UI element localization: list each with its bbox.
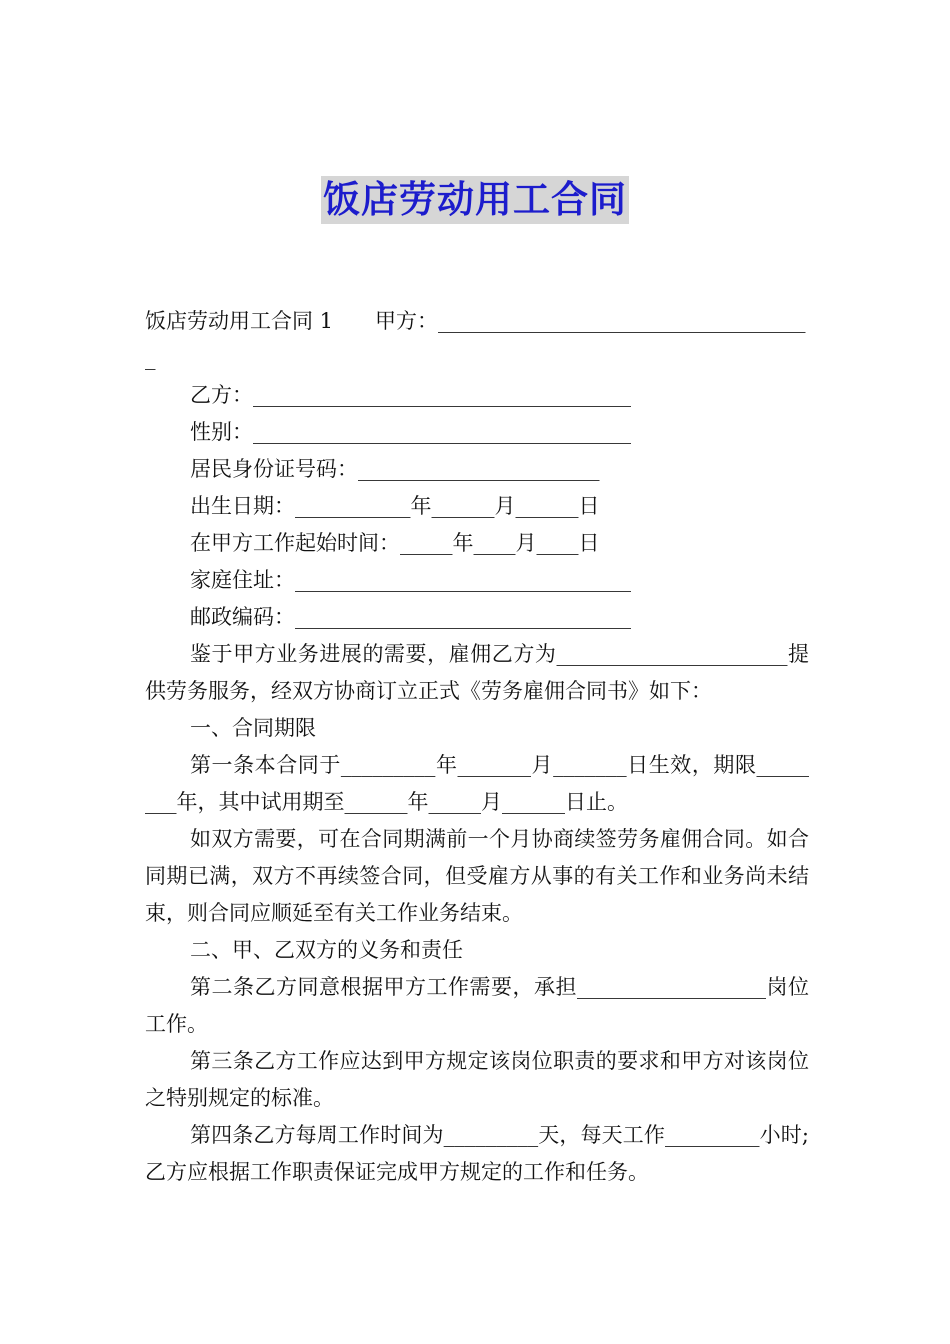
article-1-paragraph: 第一条本合同于_________年_______月_______日生效，期限________年，其中试用期至______年_____月______日止。 bbox=[145, 753, 809, 814]
gender-field: 性别：____________________________________ bbox=[190, 420, 631, 444]
article-3-paragraph: 第三条乙方工作应达到甲方规定该岗位职责的要求和甲方对该岗位之特别规定的标准。 bbox=[145, 1049, 809, 1110]
section-heading-term: 一、合同期限 bbox=[190, 716, 316, 740]
section-heading-duties: 二、甲、乙双方的义务和责任 bbox=[190, 938, 463, 962]
article-4-paragraph: 第四条乙方每周工作时间为_________天，每天工作_________小时;乙方应根据工作职责保证完成甲方规定的工作和任务。 bbox=[145, 1123, 809, 1184]
document-title-container bbox=[0, 176, 950, 224]
address-field: 家庭住址：________________________________ bbox=[190, 568, 631, 592]
intro-line-wrap: _ bbox=[145, 346, 156, 370]
birth-date-field: 出生日期：___________年______月______日 bbox=[190, 494, 600, 518]
start-date-field: 在甲方工作起始时间：_____年____月____日 bbox=[190, 531, 600, 555]
preamble-paragraph: 鉴于甲方业务进展的需要，雇佣乙方为______________________提供劳务服务，经双方协商订立正式《劳务雇佣合同书》如下： bbox=[145, 642, 809, 703]
intro-line: 饭店劳动用工合同 1 甲方：___________________________________ bbox=[145, 309, 806, 333]
renewal-paragraph: 如双方需要，可在合同期满前一个月协商续签劳务雇佣合同。如合同期已满，双方不再续签合同，但受雇方从事的有关工作和业务尚未结束，则合同应顺延至有关工作业务结束。 bbox=[145, 827, 809, 925]
document-body bbox=[145, 303, 809, 1191]
party-b-field: 乙方：____________________________________ bbox=[190, 383, 631, 407]
article-2-paragraph: 第二条乙方同意根据甲方工作需要，承担__________________岗位工作。 bbox=[145, 975, 809, 1036]
postcode-field: 邮政编码：________________________________ bbox=[190, 605, 631, 629]
document-title: 饭店劳动用工合同 bbox=[321, 176, 629, 224]
id-number-field: 居民身份证号码：_______________________ bbox=[190, 457, 600, 481]
